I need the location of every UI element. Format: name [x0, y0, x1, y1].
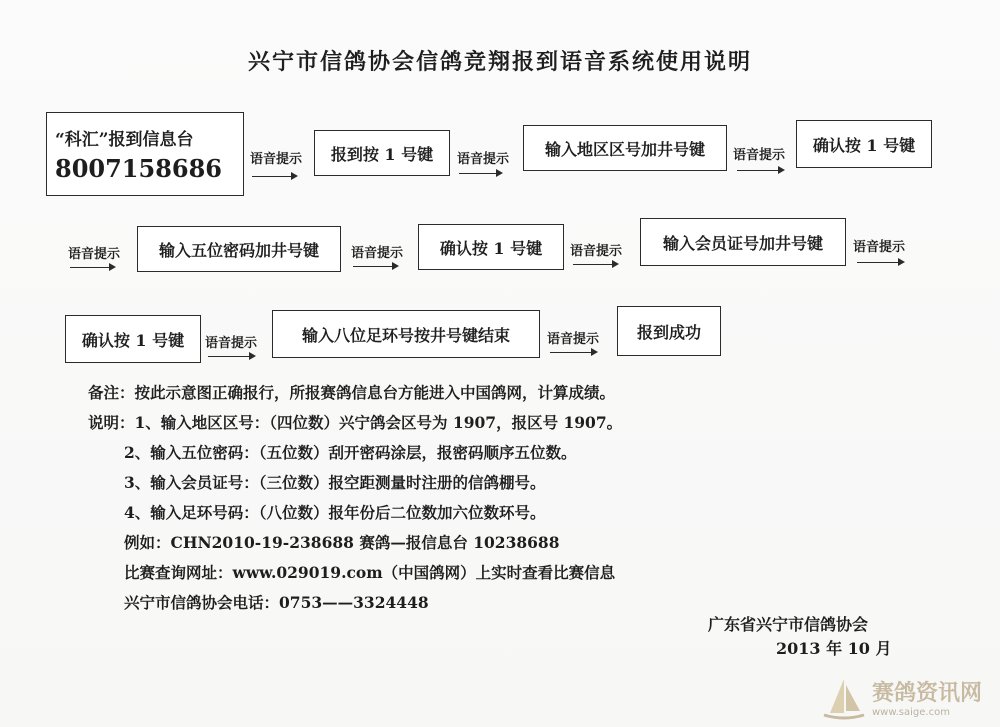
explain-line-1: 说明：1、输入地区区号：（四位数）兴宁鸽会区号为 1907，报区号 1907。	[88, 413, 623, 432]
flow-arrow-1	[252, 176, 296, 177]
voice-prompt-8: 语音提示	[205, 336, 258, 351]
explain-line-2: 2、输入五位密码：（五位数）刮开密码涂层，报密码顺序五位数。	[124, 443, 577, 462]
flow-arrow-6	[573, 264, 617, 265]
hotline-name: “科汇”报到信息台	[55, 130, 194, 150]
voice-prompt-1: 语音提示	[250, 152, 303, 167]
example-line: 例如：CHN2010-19-238688 赛鸽—报信息台 10238688	[124, 533, 560, 552]
step-box-8: 输入八位足环号按井号键结束	[272, 310, 540, 358]
flow-arrow-8	[208, 356, 254, 357]
flow-arrow-4	[70, 267, 114, 268]
site-watermark	[820, 673, 982, 721]
voice-prompt-9: 语音提示	[547, 332, 600, 347]
step-box-6: 输入会员证号加井号键	[640, 218, 846, 266]
step-box-9-success: 报到成功	[617, 306, 721, 356]
explain-line-3: 3、输入会员证号：（三位数）报空距测量时注册的信鸽棚号。	[124, 473, 546, 492]
voice-prompt-6: 语音提示	[570, 244, 623, 259]
step-box-4: 输入五位密码加井号键	[137, 226, 341, 272]
voice-prompt-4: 语音提示	[68, 247, 121, 262]
watermark-url: www.saige.com	[871, 707, 950, 718]
flow-arrow-3	[737, 170, 783, 171]
voice-prompt-3: 语音提示	[733, 148, 786, 163]
watermark-name: 赛鸽资讯网	[871, 681, 982, 706]
flow-arrow-9	[550, 352, 596, 353]
voice-prompt-2: 语音提示	[457, 152, 510, 167]
hotline-number: 8007158686	[55, 154, 222, 183]
page-title: 兴宁市信鸽协会信鸽竞翔报到语音系统使用说明	[247, 49, 752, 75]
flow-arrow-5	[353, 266, 397, 267]
step-box-2: 输入地区区号加井号键	[523, 125, 727, 171]
voice-prompt-5: 语音提示	[351, 246, 404, 261]
signature-org: 广东省兴宁市信鸽协会	[708, 615, 869, 634]
flow-arrow-7	[857, 262, 903, 263]
explain-line-4: 4、输入足环号码：（八位数）报年份后二位数加六位数环号。	[124, 503, 546, 522]
step-box-5: 确认按 1 号键	[418, 224, 564, 270]
notes-section	[88, 378, 622, 618]
voice-prompt-7: 语音提示	[853, 240, 906, 255]
signature-date: 2013 年 10 月	[776, 639, 892, 658]
sail-logo-icon	[820, 673, 868, 721]
query-url-line: 比赛查询网址：www.029019.com（中国鸽网）上实时查看比赛信息	[124, 563, 616, 582]
flow-arrow-2	[459, 173, 501, 174]
remark-line: 备注：按此示意图正确报行，所报赛鸽信息台方能进入中国鸽网，计算成绩。	[88, 383, 616, 402]
phone-line: 兴宁市信鸽协会电话：0753——3324448	[124, 593, 429, 612]
step-box-1: 报到按 1 号键	[314, 130, 450, 176]
start-box-hotline	[46, 112, 244, 196]
step-box-3: 确认按 1 号键	[796, 120, 932, 168]
step-box-7: 确认按 1 号键	[65, 315, 201, 363]
